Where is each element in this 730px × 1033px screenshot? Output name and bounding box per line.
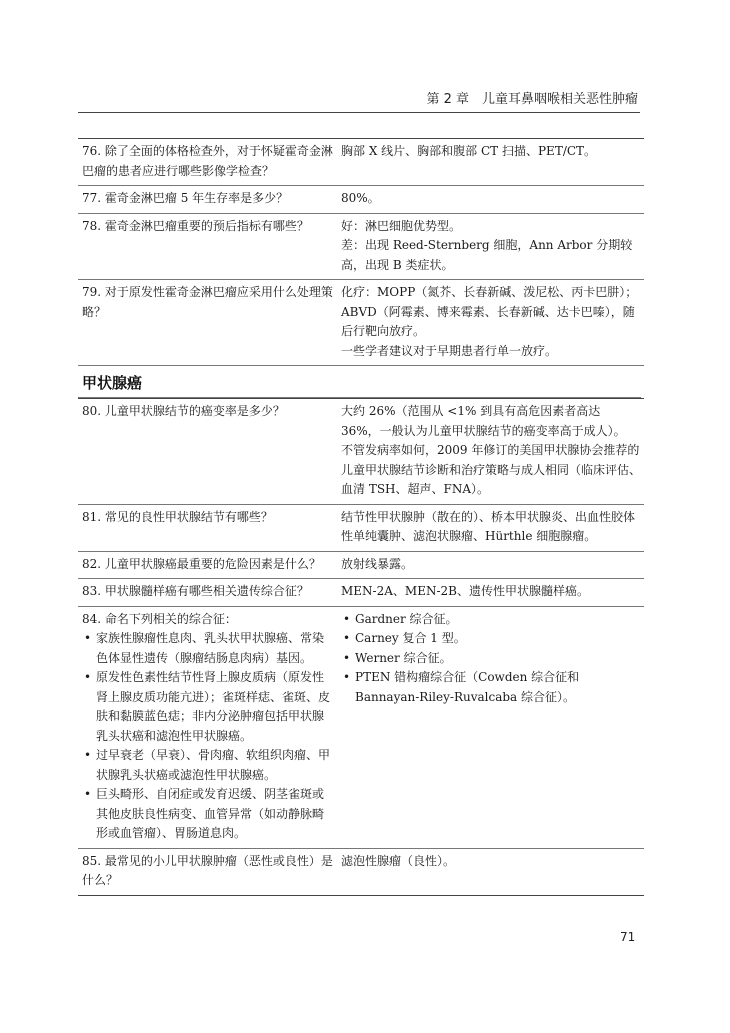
page-number: 71 — [620, 930, 636, 944]
question-bullet-list — [82, 629, 334, 844]
answer-line: 差：出现 Reed-Sternberg 细胞，Ann Arbor 分期较高，出现 B 类症状。 — [341, 238, 633, 272]
table-row — [78, 551, 644, 579]
answer-80 — [337, 399, 644, 505]
table-row — [78, 139, 644, 186]
question-85: 85. 最常见的小儿甲状腺肿瘤（恶性或良性）是什么？ — [78, 848, 337, 895]
table-row — [78, 186, 644, 214]
table-row — [78, 848, 644, 895]
answer-line: 一些学者建议对于早期患者行单一放疗。 — [341, 343, 558, 358]
answer-78 — [337, 213, 644, 280]
answer-77 — [337, 186, 644, 214]
answer-line: 放射线暴露。 — [341, 556, 414, 571]
answer-84 — [337, 606, 644, 848]
list-item: • 家族性腺瘤性息肉、乳头状甲状腺癌、常染色体显性遗传（腺瘤结肠息肉病）基因。 — [82, 629, 334, 668]
answer-bullet-list — [341, 610, 641, 708]
qa-table-thyroid — [78, 398, 644, 896]
question-77: 77. 霍奇金淋巴瘤 5 年生存率是多少？ — [78, 186, 337, 214]
answer-82 — [337, 551, 644, 579]
answer-line: 大约 26%（范围从 <1% 到具有高危因素者高达 36%，一般认为儿童甲状腺结节的癌变率高于成人）。 — [341, 404, 626, 438]
table-row — [78, 606, 644, 848]
answer-76 — [337, 139, 644, 186]
table-row — [78, 280, 644, 366]
question-83: 83. 甲状腺髓样癌有哪些相关遗传综合征？ — [78, 579, 337, 607]
answer-line: 化疗：MOPP（氮芥、长春新碱、泼尼松、丙卡巴肼）；ABVD（阿霉素、博来霉素、长春新碱、达卡巴嗪），随后行靶向放疗。 — [341, 285, 638, 338]
question-intro: 84. 命名下列相关的综合征： — [82, 611, 237, 626]
question-78: 78. 霍奇金淋巴瘤重要的预后指标有哪些？ — [78, 213, 337, 280]
list-item: • 过早衰老（早衰）、骨肉瘤、软组织肉瘤、甲状腺乳头状癌或滤泡性甲状腺癌。 — [82, 746, 334, 785]
answer-line: 结节性甲状腺肿（散在的）、桥本甲状腺炎、出血性胶体性单纯囊肿、滤泡状腺瘤、Hürthle 细胞腺瘤。 — [341, 509, 636, 543]
answer-85: 滤泡性腺瘤（良性）。 — [337, 848, 644, 895]
answer-line: 胸部 X 线片、胸部和腹部 CT 扫描、PET/CT。 — [341, 144, 597, 158]
table-row — [78, 399, 644, 505]
list-item: • Carney 复合 1 型。 — [341, 629, 641, 649]
question-81: 81. 常见的良性甲状腺结节有哪些？ — [78, 504, 337, 551]
question-79: 79. 对于原发性霍奇金淋巴瘤应采用什么处理策略？ — [78, 280, 337, 366]
chapter-title: 第 2 章 儿童耳鼻咽喉相关恶性肿瘤 — [426, 92, 638, 107]
answer-83 — [337, 579, 644, 607]
list-item: • Werner 综合征。 — [341, 649, 641, 669]
page-content — [78, 138, 641, 896]
answer-line: 80%。 — [341, 191, 380, 205]
running-header — [78, 84, 640, 113]
answer-79 — [337, 280, 644, 366]
list-item: • PTEN 错构瘤综合征（Cowden 综合征和 Bannayan-Riley-Ruvalcaba 综合征）。 — [341, 668, 641, 707]
qa-table-lymphoma — [78, 138, 644, 366]
question-82: 82. 儿童甲状腺癌最重要的危险因素是什么？ — [78, 551, 337, 579]
table-row — [78, 213, 644, 280]
list-item: • Gardner 综合征。 — [341, 610, 641, 630]
table-row — [78, 579, 644, 607]
question-80: 80. 儿童甲状腺结节的癌变率是多少？ — [78, 399, 337, 505]
list-item: • 原发性色素性结节性肾上腺皮质病（原发性肾上腺皮质功能亢进）；雀斑样痣、雀斑、皮肤和黏膜蓝色痣；非内分泌肿瘤包括甲状腺乳头状癌和滤泡性甲状腺癌。 — [82, 668, 334, 746]
answer-line: 好：淋巴细胞优势型。 — [341, 218, 462, 233]
answer-line: 不管发病率如何，2009 年修订的美国甲状腺协会推荐的儿童甲状腺结节诊断和治疗策略与成人相同（临床评估、血清 TSH、超声、FNA）。 — [341, 443, 642, 496]
answer-81 — [337, 504, 644, 551]
answer-line: MEN-2A、MEN-2B、遗传性甲状腺髓样癌。 — [341, 584, 589, 598]
question-84 — [78, 606, 337, 848]
list-item: • 巨头畸形、自闭症或发育迟缓、阴茎雀斑或其他皮肤良性病变、血管异常（如动静脉畸形或血管瘤）、胃肠道息肉。 — [82, 785, 334, 844]
table-row — [78, 504, 644, 551]
section-heading-thyroid: 甲状腺癌 — [78, 366, 641, 398]
question-76: 76. 除了全面的体格检查外，对于怀疑霍奇金淋巴瘤的患者应进行哪些影像学检查？ — [78, 139, 337, 186]
